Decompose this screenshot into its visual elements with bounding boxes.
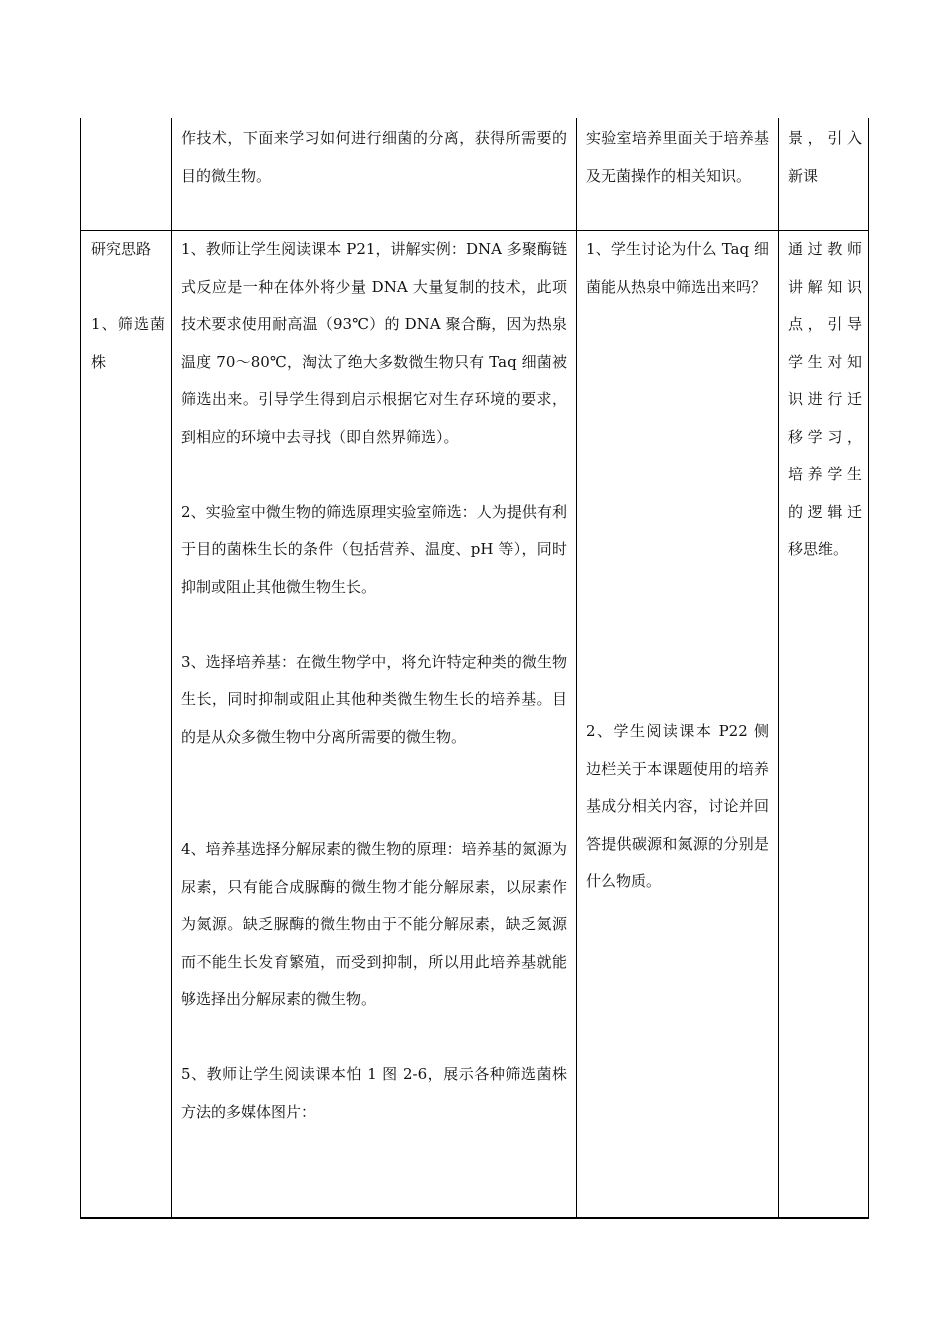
row1-student-text: 实验室培养里面关于培养基及无菌操作的相关知识。 <box>586 129 769 185</box>
section-subtitle: 1、筛选菌株 <box>91 315 165 371</box>
teacher-point-3: 3、选择培养基：在微生物学中，将允许特定种类的微生物生长，同时抑制或阻止其他种类微生物生长的培养基。目的是从众多微生物中分离所需要的微生物。 <box>181 652 567 746</box>
row1-teacher-text: 作技术，下面来学习如何进行细菌的分离，获得所需要的目的微生物。 <box>181 129 567 185</box>
row2-teacher-activity <box>181 231 567 1131</box>
row2-student-activity-2 <box>586 713 769 901</box>
section-title: 研究思路 <box>91 240 152 258</box>
row2-intent-text: 通过教师讲解知识点，引导学生对知识进行迁移学习，培养学生的逻辑迁移思维。 <box>788 240 862 558</box>
row1-design-intent <box>788 120 862 195</box>
row1-intent-text: 景，引入新课 <box>788 129 862 185</box>
row2-section-label <box>91 231 165 381</box>
row1-student-activity <box>586 120 769 195</box>
column-divider-2 <box>576 118 577 1217</box>
student-point-2: 2、学生阅读课本 P22 侧边栏关于本课题使用的培养基成分相关内容，讨论并回答提供碳源和氮源的分别是什么物质。 <box>586 722 769 890</box>
row2-design-intent <box>788 231 862 569</box>
lesson-plan-table <box>80 118 869 1219</box>
teacher-point-1: 1、教师让学生阅读课本 P21，讲解实例：DNA 多聚酶链式反应是一种在体外将少量 DNA 大量复制的技术，此项技术要求使用耐高温（93℃）的 DNA 聚合酶，因为热泉温度 70～80℃，淘汰了绝大多数微生物只有 Taq 细菌被筛选出来。引导学生得到启示根据它对生存环境的要求，到相应的环境中去寻找（即自然界筛选）。 <box>181 240 567 446</box>
column-divider-1 <box>171 118 172 1217</box>
row2-student-activity <box>586 231 769 306</box>
column-divider-3 <box>778 118 779 1217</box>
teacher-point-2: 2、实验室中微生物的筛选原理实验室筛选：人为提供有利于目的菌株生长的条件（包括营养、温度、pH 等），同时抑制或阻止其他微生物生长。 <box>181 502 567 596</box>
teacher-point-4: 4、培养基选择分解尿素的微生物的原理：培养基的氮源为尿素，只有能合成脲酶的微生物才能分解尿素，以尿素作为氮源。缺乏脲酶的微生物由于不能分解尿素，缺乏氮源而不能生长发育繁殖，而受到抑制，所以用此培养基就能够选择出分解尿素的微生物。 <box>181 840 567 1008</box>
student-point-1: 1、学生讨论为什么 Taq 细菌能从热泉中筛选出来吗？ <box>586 240 769 296</box>
row1-teacher-activity <box>181 120 567 195</box>
teacher-point-5: 5、教师让学生阅读课本怕 1 图 2-6，展示各种筛选菌株方法的多媒体图片： <box>181 1065 567 1121</box>
